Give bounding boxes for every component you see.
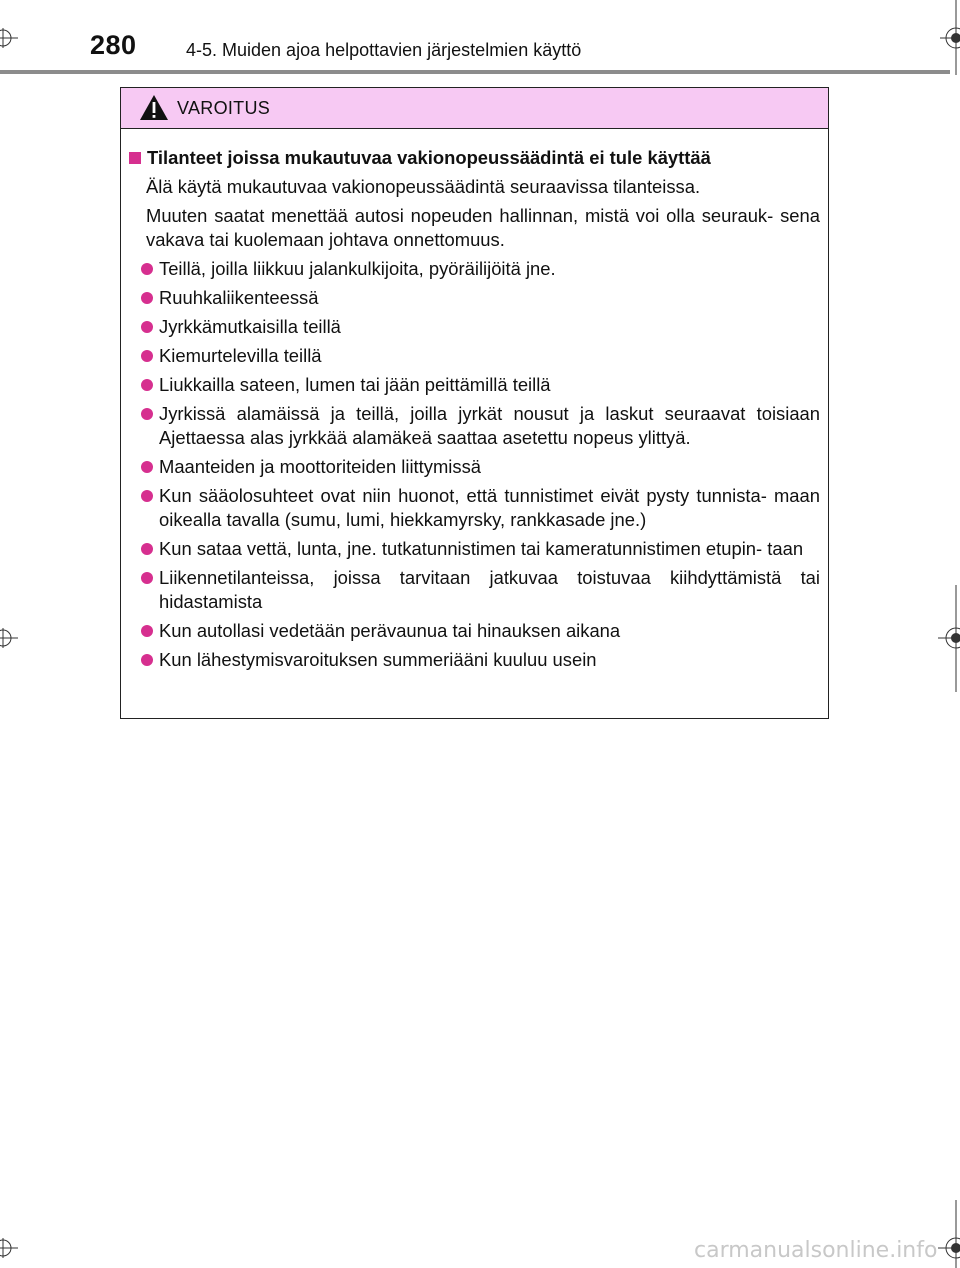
circle-bullet-icon — [141, 543, 153, 555]
circle-bullet-icon — [141, 379, 153, 391]
list-item-text: Kun sääolosuhteet ovat niin huonot, että tunnistimet eivät pysty tunnista- maan oikealla tavalla (sumu, lumi, hiekkamyrsky, rankkasade jne.) — [159, 485, 820, 530]
page-number: 280 — [90, 30, 137, 60]
list-item — [141, 257, 820, 281]
circle-bullet-icon — [141, 350, 153, 362]
circle-bullet-icon — [141, 408, 153, 420]
list-item — [141, 286, 820, 310]
list-item-text: Jyrkissä alamäissä ja teillä, joilla jyrkät nousut ja laskut seuraavat toisiaan Ajettaessa alas jyrkkää alamäkeä saattaa asetettu nopeus ylittyä. — [159, 403, 820, 448]
warning-subheading — [129, 146, 820, 170]
list-item-text: Jyrkkämutkaisilla teillä — [159, 316, 341, 337]
circle-bullet-icon — [141, 654, 153, 666]
list-item — [141, 566, 820, 614]
list-item — [141, 455, 820, 479]
circle-bullet-icon — [141, 461, 153, 473]
list-item — [141, 344, 820, 368]
circle-bullet-icon — [141, 292, 153, 304]
warning-subheading-text: Tilanteet joissa mukautuvaa vakionopeussäädintä ei tule käyttää — [147, 147, 711, 168]
list-item-text: Kun sataa vettä, lunta, jne. tutkatunnistimen tai kameratunnistimen etupin- taan — [159, 538, 804, 559]
warning-body — [121, 129, 828, 672]
list-item-text: Liikennetilanteissa, joissa tarvitaan jatkuvaa toistuvaa kiihdyttämistä tai hidastamista — [159, 567, 820, 612]
list-item — [141, 537, 820, 561]
list-item — [141, 373, 820, 397]
list-item-text: Maanteiden ja moottoriteiden liittymissä — [159, 456, 481, 477]
warning-bullet-list — [129, 257, 820, 672]
watermark: carmanualsonline.info — [694, 1238, 938, 1263]
list-item-text: Kun lähestymisvaroituksen summeriääni kuuluu usein — [159, 649, 597, 670]
circle-bullet-icon — [141, 263, 153, 275]
list-item-text: Liukkailla sateen, lumen tai jään peittämillä teillä — [159, 374, 551, 395]
warning-paragraph: Muuten saatat menettää autosi nopeuden hallinnan, mistä voi olla seurauk- sena vakava tai kuolemaan johtava onnettomuus. — [146, 205, 820, 250]
list-item-text: Kiemurtelevilla teillä — [159, 345, 322, 366]
warning-title: VAROITUS — [177, 98, 271, 118]
list-item-text: Ruuhkaliikenteessä — [159, 287, 319, 308]
warning-paragraph: Älä käytä mukautuvaa vakionopeussäädintä seuraavissa tilanteissa. — [146, 176, 701, 197]
circle-bullet-icon — [141, 321, 153, 333]
square-bullet-icon — [129, 152, 141, 164]
list-item — [141, 484, 820, 532]
circle-bullet-icon — [141, 490, 153, 502]
list-item-text: Teillä, joilla liikkuu jalankulkijoita, pyöräilijöitä jne. — [159, 258, 556, 279]
header-rule — [0, 70, 950, 74]
list-item — [141, 619, 820, 643]
warning-header — [121, 88, 828, 129]
warning-triangle-icon — [139, 94, 169, 121]
warning-box — [120, 87, 829, 719]
circle-bullet-icon — [141, 572, 153, 584]
section-title: 4-5. Muiden ajoa helpottavien järjestelmien käyttö — [186, 40, 582, 60]
list-item — [141, 315, 820, 339]
list-item — [141, 648, 820, 672]
list-item — [141, 402, 820, 450]
circle-bullet-icon — [141, 625, 153, 637]
list-item-text: Kun autollasi vedetään perävaunua tai hinauksen aikana — [159, 620, 621, 641]
